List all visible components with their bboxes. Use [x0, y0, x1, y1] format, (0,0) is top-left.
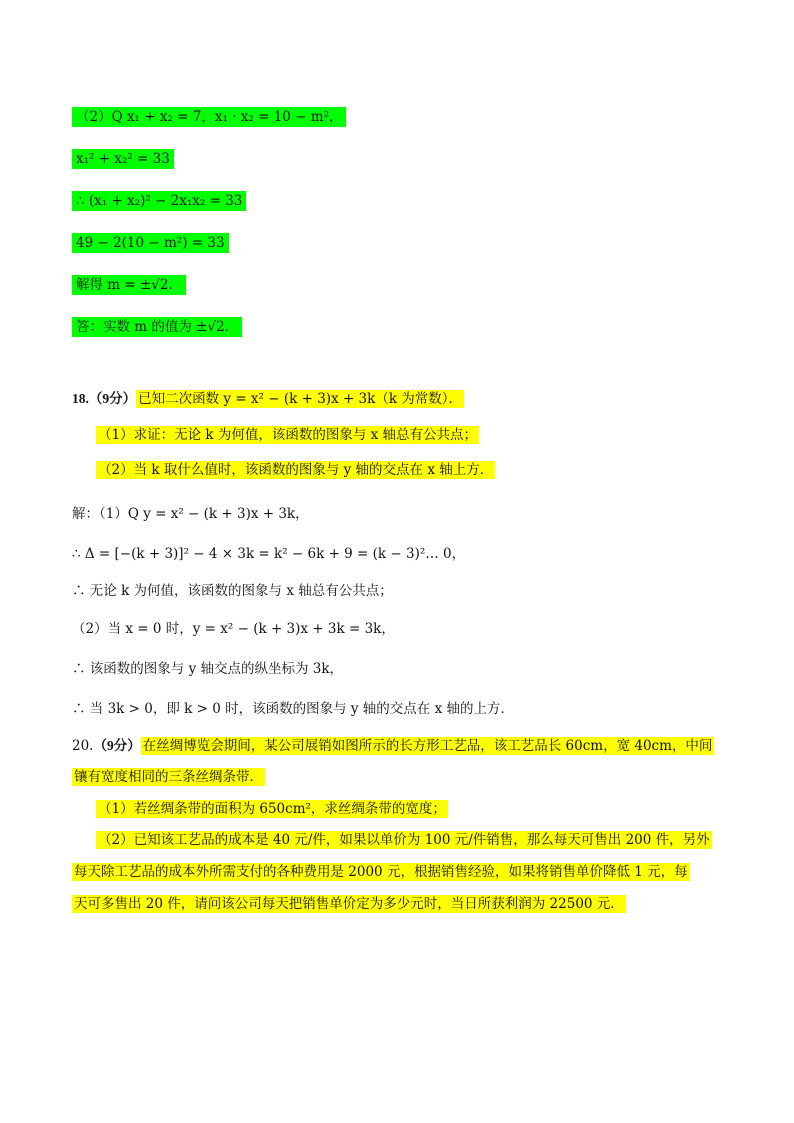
question-score: （9分） — [93, 738, 141, 753]
question-score: （9分） — [88, 391, 137, 406]
solution-line: ∴ Δ = [−(k + 3)]² − 4 × 3k = k² − 6k + 9 = (k − 3)²… 0， — [72, 546, 466, 562]
solution-line: ∴ 当 3k > 0，即 k > 0 时，该函数的图象与 y 轴的交点在 x 轴的上方． — [72, 701, 514, 717]
question-number: 20. — [72, 738, 94, 754]
sub-question-2-line-1: （2）已知该工艺品的成本是 40 元/件，如果以单价为 100 元/件销售，那么每天可售出 200 件，另外 — [98, 832, 710, 848]
question-stem-line-2: 镶有宽度相同的三条丝绸条带． — [74, 769, 263, 785]
sol-line-1: （2）Q x₁ + x₂ = 7，x₁ · x₂ = 10 − m²， — [72, 107, 346, 127]
solution-line: ∴ 该函数的图象与 y 轴交点的纵坐标为 3k， — [72, 661, 344, 677]
sol-line-2: x₁² + x₂² = 33 — [72, 149, 174, 169]
sub-question-2-line-2: 每天除工艺品的成本外所需支付的各种费用是 2000 元，根据销售经验，如果将销售单价降低 1 元，每 — [74, 864, 688, 880]
sub-question-1: （1）求证：无论 k 为何值，该函数的图象与 x 轴总有公共点； — [98, 427, 478, 443]
question-number: 18. — [72, 391, 89, 406]
question-stem: 已知二次函数 y = x² − (k + 3)x + 3k（k 为常数）． — [138, 391, 463, 407]
question-stem-line-1: 在丝绸博览会期间，某公司展销如图所示的长方形工艺品，该工艺品长 60cm，宽 40cm，中间 — [142, 738, 713, 754]
solution-line: 解：（1）Q y = x² − (k + 3)x + 3k， — [72, 506, 309, 522]
sol-line-4: 49 − 2(10 − m²) = 33 — [72, 233, 229, 253]
answer-line: 答：实数 m 的值为 ±√2． — [72, 317, 242, 337]
sol-line-3: ∴ (x₁ + x₂)² − 2x₁x₂ = 33 — [72, 191, 246, 211]
sol-line-5: 解得 m = ±√2． — [72, 275, 186, 295]
sub-question-1: （1）若丝绸条带的面积为 650cm²，求丝绸条带的宽度； — [98, 801, 446, 817]
solution-line: ∴ 无论 k 为何值，该函数的图象与 x 轴总有公共点； — [72, 583, 393, 599]
sub-question-2: （2）当 k 取什么值时，该函数的图象与 y 轴的交点在 x 轴上方． — [98, 462, 494, 478]
solution-line: （2）当 x = 0 时，y = x² − (k + 3)x + 3k = 3k， — [72, 621, 395, 637]
sub-question-2-line-3: 天可多售出 20 件，请问该公司每天把销售单价定为多少元时，当日所获利润为 22500 元． — [74, 896, 624, 912]
